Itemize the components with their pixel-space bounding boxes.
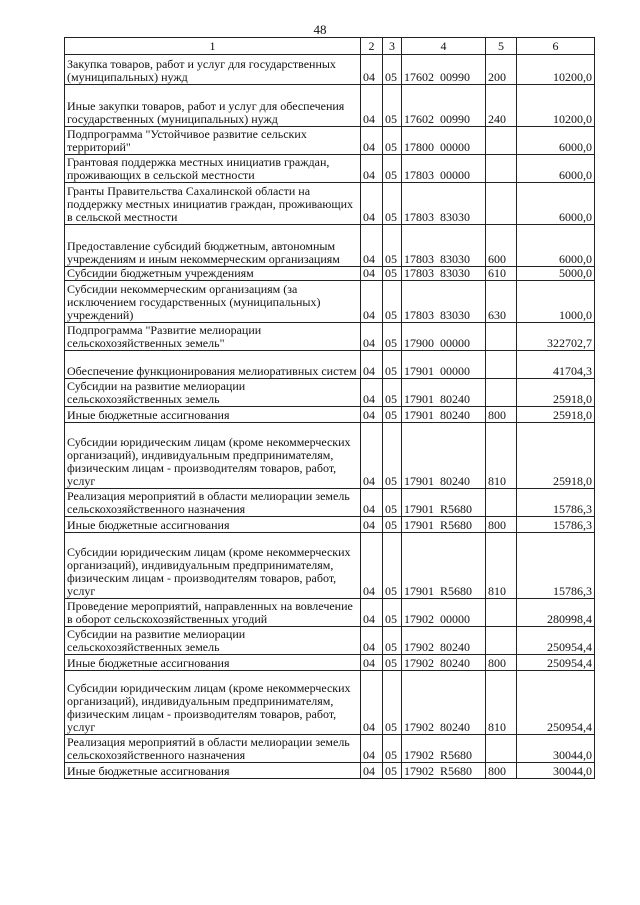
row-c6-cell: 280998,4 bbox=[517, 599, 595, 627]
row-name-cell: Проведение мероприятий, направленных на вовлечение в оборот сельскохозяйственных угодий bbox=[65, 599, 361, 627]
row-c5-cell: 600 bbox=[486, 225, 517, 267]
header-cell: 1 bbox=[65, 38, 361, 55]
row-c2-cell: 04 bbox=[361, 225, 383, 267]
row-c4-cell: 17803 83030 bbox=[402, 267, 486, 281]
row-name-cell: Субсидии бюджетным учреждениям bbox=[65, 267, 361, 281]
row-c4-cell: 17901 80240 bbox=[402, 423, 486, 489]
row-c6-cell: 6000,0 bbox=[517, 155, 595, 183]
row-c5-cell: 200 bbox=[486, 55, 517, 85]
row-c3-cell: 05 bbox=[383, 127, 402, 155]
row-c3-cell: 05 bbox=[383, 423, 402, 489]
row-name-cell: Иные бюджетные ассигнования bbox=[65, 763, 361, 779]
row-c3-cell: 05 bbox=[383, 735, 402, 763]
row-c6-cell: 5000,0 bbox=[517, 267, 595, 281]
row-c2-cell: 04 bbox=[361, 627, 383, 655]
row-c5-cell: 240 bbox=[486, 85, 517, 127]
row-name-cell: Субсидии юридическим лицам (кроме некоммерческих организаций), индивидуальным предпринимателям, физическим лицам - производителям товаров, работ, услуг bbox=[65, 533, 361, 599]
row-c2-cell: 04 bbox=[361, 671, 383, 735]
row-c5-cell bbox=[486, 735, 517, 763]
row-name-cell: Субсидии юридическим лицам (кроме некоммерческих организаций), индивидуальным предпринимателям, физическим лицам - производителям товаров, работ, услуг bbox=[65, 423, 361, 489]
row-c6-cell: 15786,3 bbox=[517, 489, 595, 517]
row-c2-cell: 04 bbox=[361, 599, 383, 627]
row-c6-cell: 25918,0 bbox=[517, 379, 595, 407]
row-c2-cell: 04 bbox=[361, 407, 383, 423]
row-name-cell: Подпрограмма "Устойчивое развитие сельских территорий" bbox=[65, 127, 361, 155]
row-c5-cell bbox=[486, 323, 517, 351]
row-name-cell: Иные бюджетные ассигнования bbox=[65, 407, 361, 423]
row-c6-cell: 10200,0 bbox=[517, 85, 595, 127]
table-row bbox=[65, 671, 595, 735]
row-name-cell: Обеспечение функционирования мелиоративных систем bbox=[65, 351, 361, 379]
row-c5-cell bbox=[486, 351, 517, 379]
row-c3-cell: 05 bbox=[383, 281, 402, 323]
row-c5-cell bbox=[486, 127, 517, 155]
row-c3-cell: 05 bbox=[383, 489, 402, 517]
row-c6-cell: 250954,4 bbox=[517, 655, 595, 671]
table-row bbox=[65, 155, 595, 183]
row-c4-cell: 17800 00000 bbox=[402, 127, 486, 155]
row-c6-cell: 1000,0 bbox=[517, 281, 595, 323]
row-c5-cell bbox=[486, 489, 517, 517]
table-row bbox=[65, 379, 595, 407]
row-c5-cell: 630 bbox=[486, 281, 517, 323]
row-c6-cell: 25918,0 bbox=[517, 423, 595, 489]
row-name-cell: Иные бюджетные ассигнования bbox=[65, 517, 361, 533]
row-c5-cell: 810 bbox=[486, 533, 517, 599]
table-row bbox=[65, 763, 595, 779]
table-row bbox=[65, 735, 595, 763]
row-c5-cell: 810 bbox=[486, 671, 517, 735]
row-c3-cell: 05 bbox=[383, 351, 402, 379]
row-name-cell: Иные бюджетные ассигнования bbox=[65, 655, 361, 671]
table-row bbox=[65, 183, 595, 225]
page-number: 48 bbox=[313, 22, 327, 37]
row-c2-cell: 04 bbox=[361, 85, 383, 127]
row-c3-cell: 05 bbox=[383, 267, 402, 281]
row-c2-cell: 04 bbox=[361, 55, 383, 85]
row-c4-cell: 17902 80240 bbox=[402, 671, 486, 735]
table-row bbox=[65, 533, 595, 599]
row-c4-cell: 17803 83030 bbox=[402, 183, 486, 225]
row-c6-cell: 25918,0 bbox=[517, 407, 595, 423]
row-c3-cell: 05 bbox=[383, 763, 402, 779]
row-c2-cell: 04 bbox=[361, 489, 383, 517]
row-c4-cell: 17901 00000 bbox=[402, 351, 486, 379]
row-name-cell: Субсидии на развитие мелиорации сельскохозяйственных земель bbox=[65, 379, 361, 407]
row-c4-cell: 17901 R5680 bbox=[402, 489, 486, 517]
row-c4-cell: 17803 83030 bbox=[402, 281, 486, 323]
table-row bbox=[65, 55, 595, 85]
table-row bbox=[65, 323, 595, 351]
row-c3-cell: 05 bbox=[383, 671, 402, 735]
row-c6-cell: 6000,0 bbox=[517, 225, 595, 267]
row-name-cell: Предоставление субсидий бюджетным, автономным учреждениям и иным некоммерческим организациям bbox=[65, 225, 361, 267]
row-name-cell: Гранты Правительства Сахалинской области на поддержку местных инициатив граждан, проживающих в сельской местности bbox=[65, 183, 361, 225]
row-name-cell: Реализация мероприятий в области мелиорации земель сельскохозяйственного назначения bbox=[65, 735, 361, 763]
header-cell: 5 bbox=[486, 38, 517, 55]
row-c5-cell: 610 bbox=[486, 267, 517, 281]
row-c6-cell: 15786,3 bbox=[517, 517, 595, 533]
row-c4-cell: 17803 00000 bbox=[402, 155, 486, 183]
row-c3-cell: 05 bbox=[383, 407, 402, 423]
header-cell: 4 bbox=[402, 38, 486, 55]
row-c6-cell: 322702,7 bbox=[517, 323, 595, 351]
row-c4-cell: 17902 R5680 bbox=[402, 763, 486, 779]
row-c4-cell: 17902 80240 bbox=[402, 655, 486, 671]
row-c5-cell bbox=[486, 155, 517, 183]
row-c4-cell: 17803 83030 bbox=[402, 225, 486, 267]
row-c2-cell: 04 bbox=[361, 281, 383, 323]
table-row bbox=[65, 655, 595, 671]
table-row bbox=[65, 599, 595, 627]
row-c5-cell: 800 bbox=[486, 763, 517, 779]
row-name-cell: Субсидии некоммерческим организациям (за исключением государственных (муниципальных) учреждений) bbox=[65, 281, 361, 323]
row-c3-cell: 05 bbox=[383, 225, 402, 267]
table-row bbox=[65, 351, 595, 379]
table-row bbox=[65, 85, 595, 127]
row-c5-cell: 800 bbox=[486, 407, 517, 423]
budget-table bbox=[64, 37, 595, 779]
row-c3-cell: 05 bbox=[383, 155, 402, 183]
row-c2-cell: 04 bbox=[361, 183, 383, 225]
row-c5-cell bbox=[486, 627, 517, 655]
table-row bbox=[65, 127, 595, 155]
row-c6-cell: 6000,0 bbox=[517, 127, 595, 155]
row-c4-cell: 17901 80240 bbox=[402, 379, 486, 407]
row-c4-cell: 17901 R5680 bbox=[402, 517, 486, 533]
row-c3-cell: 05 bbox=[383, 85, 402, 127]
row-c3-cell: 05 bbox=[383, 627, 402, 655]
row-c5-cell bbox=[486, 599, 517, 627]
table-row bbox=[65, 489, 595, 517]
table-row bbox=[65, 407, 595, 423]
table-row bbox=[65, 423, 595, 489]
row-c6-cell: 250954,4 bbox=[517, 671, 595, 735]
row-c3-cell: 05 bbox=[383, 655, 402, 671]
row-c3-cell: 05 bbox=[383, 599, 402, 627]
row-c5-cell: 800 bbox=[486, 655, 517, 671]
row-name-cell: Субсидии на развитие мелиорации сельскохозяйственных земель bbox=[65, 627, 361, 655]
row-c4-cell: 17901 R5680 bbox=[402, 533, 486, 599]
row-c5-cell: 800 bbox=[486, 517, 517, 533]
row-c3-cell: 05 bbox=[383, 55, 402, 85]
row-c2-cell: 04 bbox=[361, 423, 383, 489]
row-c4-cell: 17902 R5680 bbox=[402, 735, 486, 763]
row-c5-cell: 810 bbox=[486, 423, 517, 489]
row-c6-cell: 250954,4 bbox=[517, 627, 595, 655]
row-c6-cell: 30044,0 bbox=[517, 735, 595, 763]
row-c2-cell: 04 bbox=[361, 533, 383, 599]
row-c5-cell bbox=[486, 379, 517, 407]
row-c6-cell: 41704,3 bbox=[517, 351, 595, 379]
row-c2-cell: 04 bbox=[361, 735, 383, 763]
row-c3-cell: 05 bbox=[383, 379, 402, 407]
row-c6-cell: 30044,0 bbox=[517, 763, 595, 779]
table-row bbox=[65, 267, 595, 281]
table-header-row bbox=[65, 38, 595, 55]
row-c2-cell: 04 bbox=[361, 127, 383, 155]
row-c2-cell: 04 bbox=[361, 517, 383, 533]
header-cell: 2 bbox=[361, 38, 383, 55]
row-c2-cell: 04 bbox=[361, 155, 383, 183]
row-c2-cell: 04 bbox=[361, 267, 383, 281]
row-name-cell: Иные закупки товаров, работ и услуг для обеспечения государственных (муниципальных) нужд bbox=[65, 85, 361, 127]
row-name-cell: Реализация мероприятий в области мелиорации земель сельскохозяйственного назначения bbox=[65, 489, 361, 517]
row-c4-cell: 17602 00990 bbox=[402, 55, 486, 85]
row-c2-cell: 04 bbox=[361, 323, 383, 351]
row-c3-cell: 05 bbox=[383, 517, 402, 533]
row-name-cell: Закупка товаров, работ и услуг для государственных (муниципальных) нужд bbox=[65, 55, 361, 85]
row-name-cell: Подпрограмма "Развитие мелиорации сельскохозяйственных земель" bbox=[65, 323, 361, 351]
row-c4-cell: 17900 00000 bbox=[402, 323, 486, 351]
table-row bbox=[65, 281, 595, 323]
row-c3-cell: 05 bbox=[383, 533, 402, 599]
row-c3-cell: 05 bbox=[383, 323, 402, 351]
table-row bbox=[65, 627, 595, 655]
row-c4-cell: 17602 00990 bbox=[402, 85, 486, 127]
header-cell: 3 bbox=[383, 38, 402, 55]
row-c4-cell: 17902 00000 bbox=[402, 599, 486, 627]
header-cell: 6 bbox=[517, 38, 595, 55]
row-c2-cell: 04 bbox=[361, 763, 383, 779]
row-c3-cell: 05 bbox=[383, 183, 402, 225]
row-c5-cell bbox=[486, 183, 517, 225]
row-c6-cell: 10200,0 bbox=[517, 55, 595, 85]
row-c6-cell: 6000,0 bbox=[517, 183, 595, 225]
row-c2-cell: 04 bbox=[361, 351, 383, 379]
table-row bbox=[65, 517, 595, 533]
row-c4-cell: 17902 80240 bbox=[402, 627, 486, 655]
row-name-cell: Субсидии юридическим лицам (кроме некоммерческих организаций), индивидуальным предпринимателям, физическим лицам - производителям товаров, работ, услуг bbox=[65, 671, 361, 735]
row-name-cell: Грантовая поддержка местных инициатив граждан, проживающих в сельской местности bbox=[65, 155, 361, 183]
row-c2-cell: 04 bbox=[361, 379, 383, 407]
row-c6-cell: 15786,3 bbox=[517, 533, 595, 599]
row-c2-cell: 04 bbox=[361, 655, 383, 671]
row-c4-cell: 17901 80240 bbox=[402, 407, 486, 423]
table-row bbox=[65, 225, 595, 267]
